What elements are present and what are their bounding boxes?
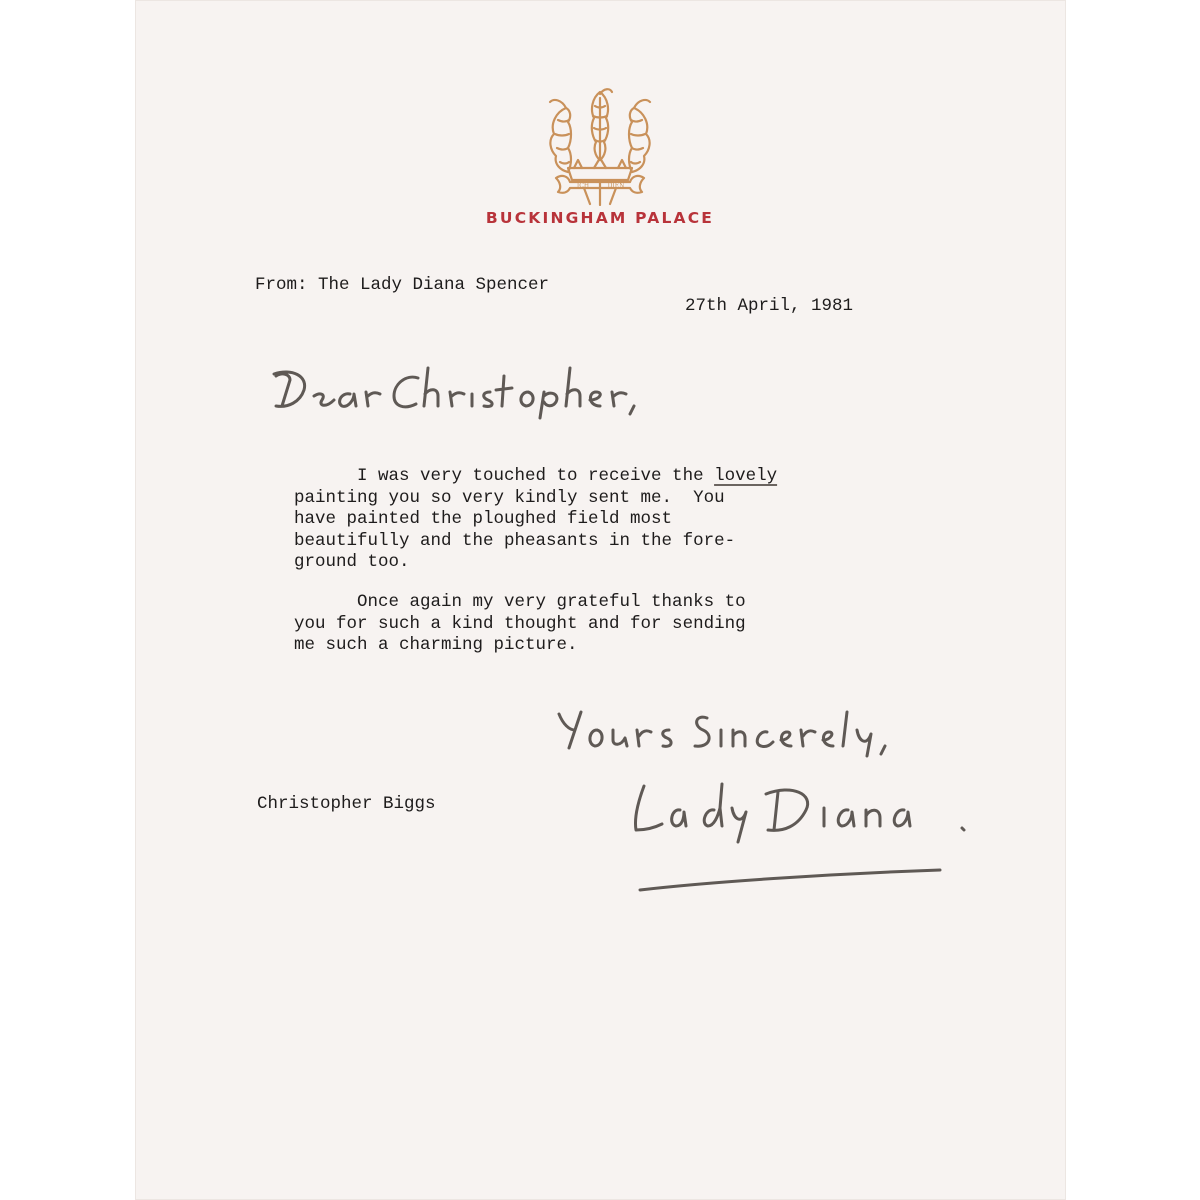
crest-motto-right: DIEN — [607, 182, 625, 190]
from-line: From: The Lady Diana Spencer — [255, 275, 550, 295]
handwritten-salutation — [268, 362, 648, 422]
paragraph-1-line-1-start: I was very touched to receive the — [294, 466, 715, 486]
prince-of-wales-feathers-crest — [538, 84, 662, 206]
handwritten-closing — [555, 708, 900, 760]
letterhead-title: BUCKINGHAM PALACE — [485, 209, 715, 227]
body-paragraph-2: Once again my very grateful thanks to you for such a kind thought and for sending me such a charming picture. — [294, 592, 746, 656]
underlined-word-lovely: lovely — [714, 466, 778, 486]
crest-motto-left: ICH — [576, 182, 590, 190]
handwritten-signature — [628, 778, 973, 908]
paragraph-1-remaining-lines: painting you so very kindly sent me. You have painted the ploughed field most beautifully and the pheasants in the fore- ground too. — [294, 487, 736, 573]
addressee-name: Christopher Biggs — [257, 794, 436, 814]
letter-date: 27th April, 1981 — [685, 296, 854, 316]
body-paragraph-1 — [294, 466, 777, 574]
